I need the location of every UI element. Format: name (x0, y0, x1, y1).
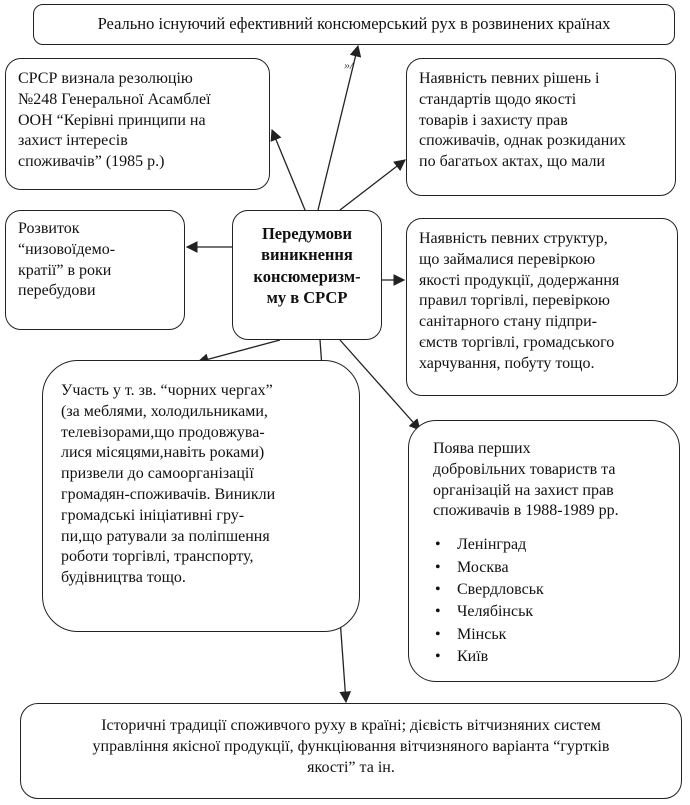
center-line: виникнення (261, 245, 353, 265)
stray-mark: »/ (344, 58, 354, 72)
structures-line: правил торгівлі, перевіркою (419, 292, 611, 310)
center-line: му в СРСР (266, 288, 348, 308)
un-resolution-line: ООН “Керівні принципи на (18, 111, 206, 129)
city-item-sverdlovsk: • Свердловськ (433, 579, 667, 601)
queues-line: громадські ініціативні гру- (61, 506, 245, 524)
queues-line: роботи торгівлі, транспорту, (61, 548, 254, 566)
democracy-line: перебудови (18, 282, 96, 300)
un-resolution-line: захист інтересів (18, 132, 128, 150)
top-box-effective-movement (33, 4, 675, 45)
city-item-moscow: • Москва (433, 557, 667, 579)
bottom-line: управління якісної продукції, функціювання вітчизняного варіанта “гуртків (92, 737, 610, 755)
cities-list (433, 534, 667, 668)
standards-line: стандартів щодо якості (419, 90, 577, 108)
city-item-leningrad: • Ленінград (433, 534, 667, 556)
arrow-to-un-resolution (272, 130, 305, 210)
un-resolution-line: споживачів” (1985 р.) (18, 153, 165, 171)
un-resolution-line: №248 Генеральної Асамблеї (18, 90, 211, 108)
city-item-minsk: • Мінськ (433, 624, 667, 646)
structures-line: харчування, побуту тощо. (419, 354, 595, 372)
queues-line: будівництва тощо. (61, 569, 186, 587)
queues-line: телевізорами,що продовжува- (61, 423, 265, 441)
queues-line: призвели до самоорганізації (61, 465, 254, 483)
democracy-line: Розвиток (18, 220, 80, 237)
queues-line: (за меблями, холодильниками, (61, 402, 268, 420)
city-item-kyiv: • Київ (433, 646, 667, 668)
arrow-to-queues (198, 340, 280, 362)
standards-line: по багатьох актах, що мали (419, 153, 606, 171)
un-resolution-line: СРСР визнала резолюцію (18, 70, 193, 87)
center-line: консюмеризм- (253, 266, 361, 286)
societies-line: добровільних товариств та (433, 460, 616, 478)
box-historical-traditions (20, 703, 682, 799)
standards-line: товарів і захисту прав (419, 111, 568, 129)
city-item-chelyabinsk: • Челябінськ (433, 601, 667, 623)
top-box-line: Реально існуючий ефективний консюмерський рух в розвинених країнах (97, 14, 611, 33)
societies-line: споживачів в 1988-1989 рр. (433, 502, 619, 520)
standards-line: Наявність певних рішень і (419, 70, 600, 87)
bottom-line: якості” та ін. (307, 758, 395, 776)
arrow-to-standards (340, 160, 405, 210)
queues-line: громадян-споживачів. Виникли (61, 485, 276, 503)
bottom-line: Історичні традиції споживчого руху в країні; дієвість вітчизняних систем (101, 717, 601, 734)
structures-line: санітарного стану підпри- (419, 313, 597, 331)
queues-line: пи,що ратували за поліпшення (61, 527, 270, 545)
center-line: Передумови (261, 224, 353, 243)
democracy-line: кратії” в роки (18, 261, 112, 279)
structures-line: ємств торгівлі, громадського (419, 333, 615, 351)
democracy-line: “низовоїдемо- (18, 240, 116, 258)
box-black-queues (42, 360, 360, 632)
societies-line: організацій на захист прав (433, 481, 614, 499)
structures-line: Наявність певних структур, (419, 230, 608, 247)
queues-line: лися місяцями,навіть роками) (61, 444, 265, 462)
queues-line: Участь у т. зв. “чорних чергах” (61, 382, 273, 399)
box-center-prerequisites (232, 210, 382, 340)
box-standards (406, 58, 676, 196)
box-consumer-societies (408, 420, 680, 682)
standards-line: споживачів, однак розкиданих (419, 132, 626, 150)
box-control-structures (406, 218, 678, 396)
box-un-resolution (5, 58, 270, 190)
structures-line: що займалися перевіркою (419, 250, 596, 268)
structures-line: якості продукції, додержання (419, 271, 620, 289)
box-grassroots-democracy (5, 210, 185, 330)
societies-line: Поява перших (433, 440, 531, 457)
